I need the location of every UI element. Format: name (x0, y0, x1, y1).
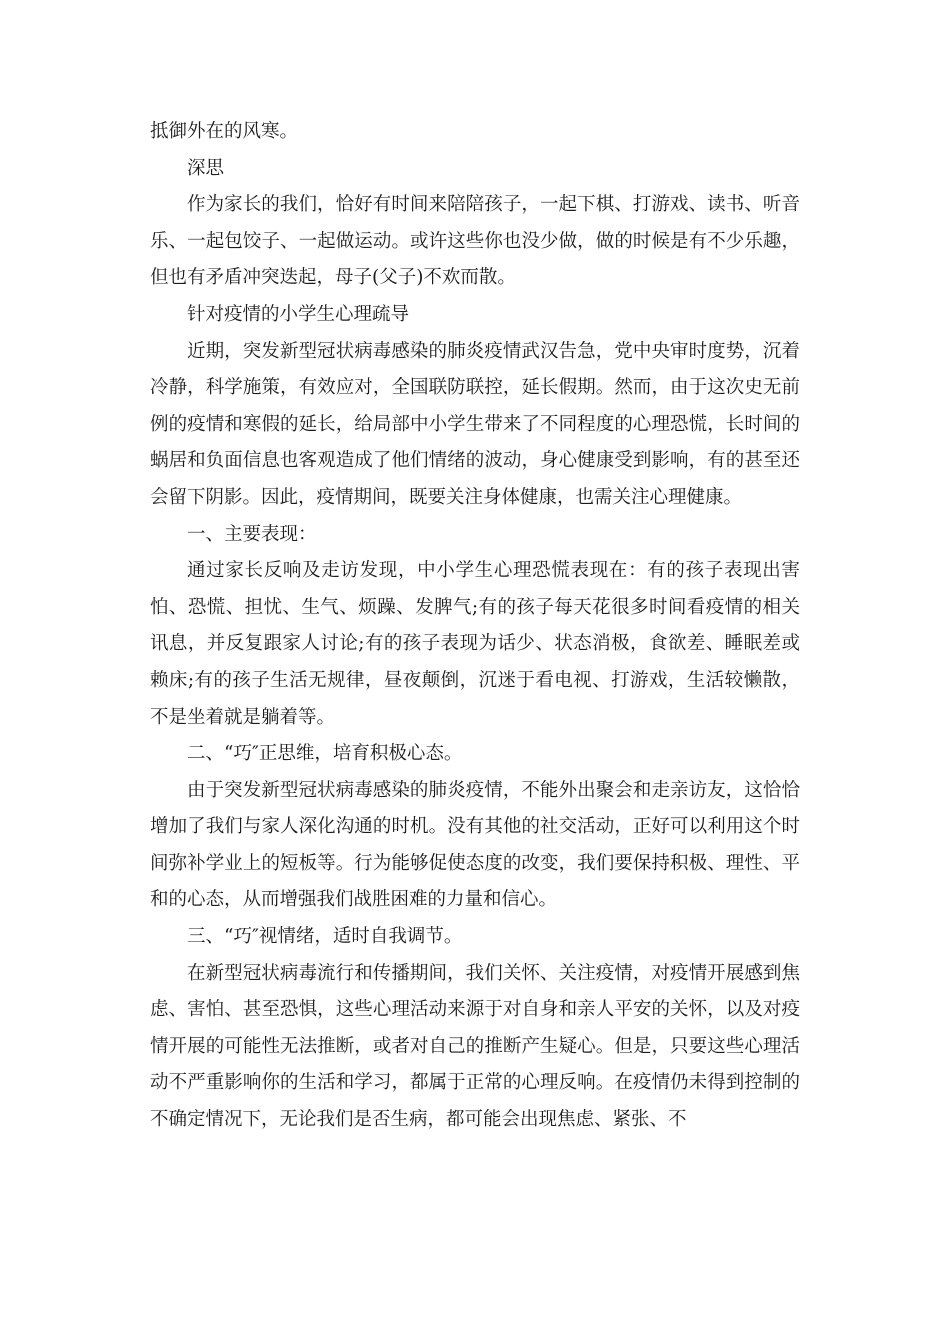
paragraph-continuation: 抵御外在的风寒。 (150, 121, 299, 142)
document-page (150, 114, 800, 1139)
section-heading-guidance: 针对疫情的小学生心理疏导 (187, 303, 410, 325)
paragraph-thinking: 由于突发新型冠状病毒感染的肺炎疫情，不能外出聚会和走亲访友，这恰恰增加了我们与家人深化沟通的时机。没有其他的社交活动，正好可以利用这个时间弥补学业上的短板等。行为能够促使态度的改变，我们要保持积极、理性、平和的心态，从而增强我们战胜困难的力量和信心。 (150, 779, 800, 911)
section-heading-thinking: 二、“巧″正思维，培育积极心态。 (187, 743, 463, 765)
paragraph-parents: 作为家长的我们，恰好有时间来陪陪孩子，一起下棋、打游戏、读书、听音乐、一起包饺子、一起做运动。或许这些你也没少做，做的时候是有不少乐趣，但也有矛盾冲突迭起，母子(父子)不欢而散。 (150, 194, 800, 289)
paragraph-symptoms: 通过家长反响及走访发现，中小学生心理恐慌表现在：有的孩子表现出害怕、恐慌、担忧、生气、烦躁、发脾气;有的孩子每天花很多时间看疫情的相关讯息，并反复跟家人讨论;有的孩子表现为话少、状态消极，食欲差、睡眠差或赖床;有的孩子生活无规律，昼夜颠倒，沉迷于看电视、打游戏，生活较懒散，不是坐着就是躺着等。 (150, 560, 800, 728)
paragraph-emotions: 在新型冠状病毒流行和传播期间，我们关怀、关注疫情，对疫情开展感到焦虑、害怕、甚至恐惧，这些心理活动来源于对自身和亲人平安的关怀，以及对疫情开展的可能性无法推断，或者对自己的推断产生疑心。但是，只要这些心理活动不严重影响你的生活和学习，都属于正常的心理反响。在疫情仍未得到控制的不确定情况下，无论我们是否生病，都可能会出现焦虑、紧张、不 (150, 962, 800, 1131)
paragraph-recent: 近期，突发新型冠状病毒感染的肺炎疫情武汉告急，党中央审时度势，沉着冷静，科学施策，有效应对，全国联防联控，延长假期。然而，由于这次史无前例的疫情和寒假的延长，给局部中小学生带来了不同程度的心理恐慌，长时间的蜗居和负面信息也客观造成了他们情绪的波动，身心健康受到影响，有的甚至还会留下阴影。因此，疫情期间，既要关注身体健康，也需关注心理健康。 (150, 340, 800, 508)
section-heading-symptoms: 一、主要表现： (187, 523, 317, 545)
section-heading-emotions: 三、“巧″视情绪，适时自我调节。 (187, 926, 463, 948)
section-heading-reflection: 深思 (187, 157, 225, 179)
